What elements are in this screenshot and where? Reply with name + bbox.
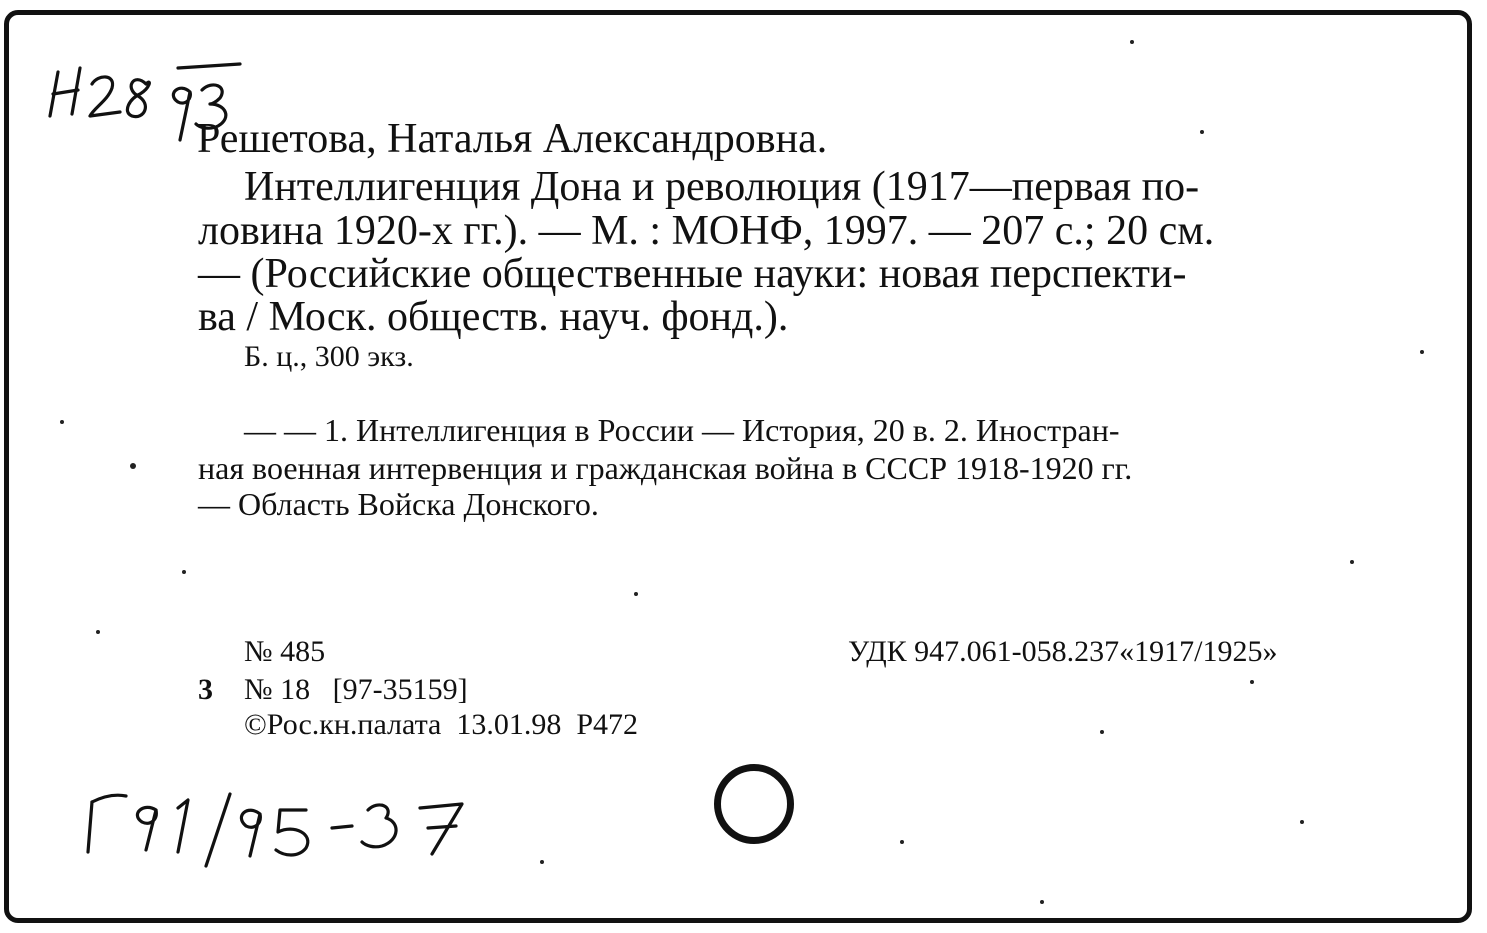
title-line-4: ва / Моск. обществ. науч. фонд.). bbox=[198, 294, 789, 340]
subject-line-3: — Область Войска Донского. bbox=[198, 486, 599, 522]
handwritten-shelfmark-bottom bbox=[70, 780, 530, 890]
author-heading: Решетова, Наталья Александровна. bbox=[197, 116, 828, 162]
copyright-line: ©Рос.кн.палата 13.01.98 Р472 bbox=[244, 708, 639, 741]
prefix-3: 3 bbox=[198, 673, 213, 706]
title-line-3: — (Российские общественные науки: новая перспекти- bbox=[198, 251, 1187, 297]
title-line-2: ловина 1920-х гг.). — М. : МОНФ, 1997. — 207 с.; 20 см. bbox=[198, 208, 1215, 254]
udc-code: УДК 947.061-058.237«1917/1925» bbox=[848, 635, 1278, 668]
subject-line-1: — — 1. Интеллигенция в России — История, 20 в. 2. Иностран- bbox=[244, 412, 1120, 448]
punch-hole bbox=[714, 764, 794, 844]
number-line-2: № 18 [97-35159] bbox=[244, 673, 468, 706]
subject-line-2: ная военная интервенция и гражданская война в СССР 1918-1920 гг. bbox=[198, 450, 1133, 486]
number-line-1: № 485 bbox=[244, 635, 326, 668]
price-run: Б. ц., 300 экз. bbox=[244, 340, 414, 373]
title-line-1: Интеллигенция Дона и революция (1917—первая по- bbox=[244, 164, 1200, 210]
